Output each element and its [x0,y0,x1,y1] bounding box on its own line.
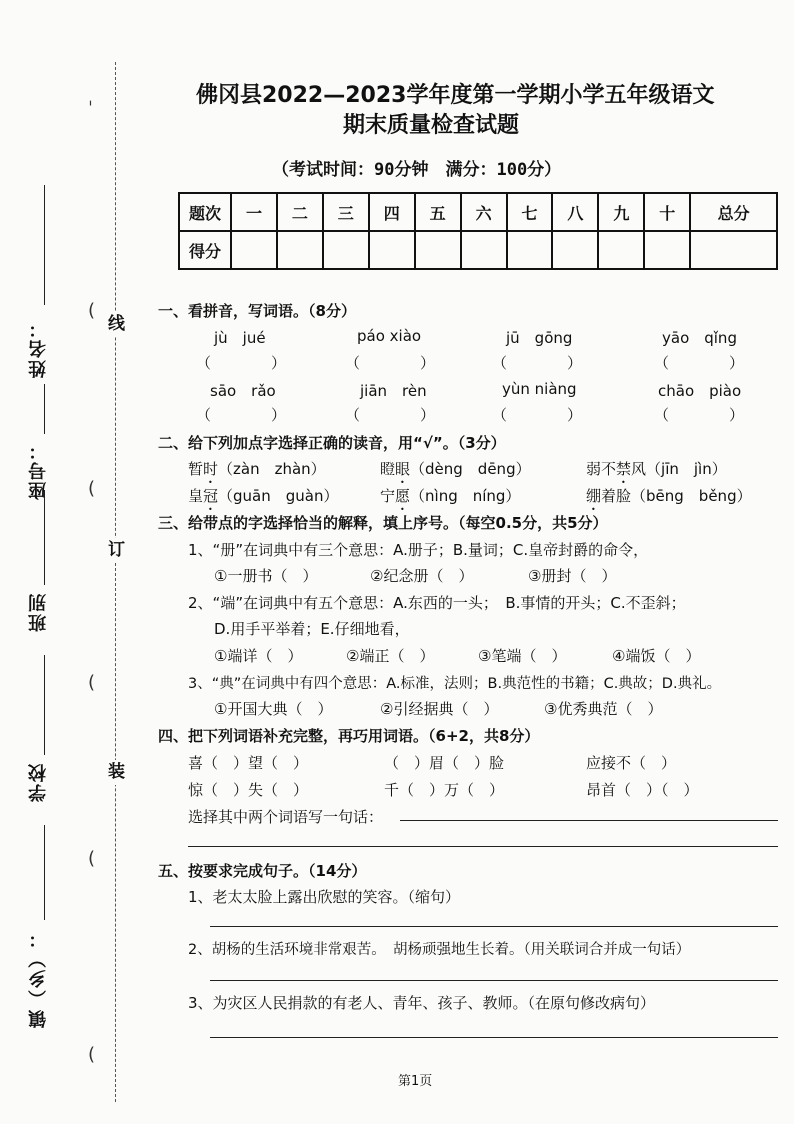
school-write-line[interactable] [44,655,45,755]
score-col: 三 [323,193,369,231]
answer-blank[interactable]: （ ） [654,406,745,424]
question-text: D.用手平举着；E.仔细地看， [214,620,410,638]
score-cell[interactable] [507,231,553,269]
binding-cut-line [115,62,116,1102]
section-2-title: 二、给下列加点字选择正确的读音，用“√”。（3分） [158,434,506,452]
punch-mark: ˈ [88,98,93,119]
answer-line[interactable] [400,820,778,821]
answer-line[interactable] [210,1037,778,1038]
score-table [178,192,778,270]
question-text: 3、为灾区人民捐款的有老人、青年、孩子、教师。（在原句修改病句） [188,994,656,1012]
town-label: 镇（乡）： [28,928,49,1028]
answer-blank[interactable]: （ ） [654,354,745,372]
pinyin: páo xiào [357,327,422,345]
answer-choice[interactable]: ②纪念册（ ） [370,567,474,585]
reading-item: 暂时（zàn zhàn） [188,460,326,478]
pinyin: yùn niàng [502,380,577,398]
answer-blank[interactable]: （ ） [196,354,287,372]
pinyin: sāo rǎo [210,382,276,400]
score-col: 二 [277,193,323,231]
question-text: 2、“端”在词典中有五个意思：A.东西的一头； B.事情的开头；C.不歪斜； [188,594,686,612]
section-4-title: 四、把下列词语补充完整，再巧用词语。（6+2，共8分） [158,727,540,745]
score-col: 九 [598,193,644,231]
idiom-fill[interactable]: （ ）眉（ ）脸 [384,754,505,772]
answer-choice[interactable]: ③笔端（ ） [478,647,567,665]
score-col: 八 [552,193,598,231]
score-table-score-row [179,231,777,269]
pinyin: jū gōng [506,329,573,347]
pinyin: yāo qǐng [662,329,737,347]
seat-write-line[interactable] [44,384,45,434]
score-cell[interactable] [461,231,507,269]
reading-item: 皇冠（guān guàn） [188,487,339,505]
score-row-label: 题次 [179,193,231,231]
answer-choice[interactable]: ①一册书（ ） [214,567,318,585]
punch-mark: ( [88,478,96,499]
idiom-fill[interactable]: 昂首（ ）（ ） [586,781,699,799]
score-cell[interactable] [598,231,644,269]
class-label: 班别 [28,592,49,632]
idiom-fill[interactable]: 喜（ ）望（ ） [188,754,309,772]
score-cell[interactable] [323,231,369,269]
answer-blank[interactable]: （ ） [492,406,583,424]
punch-mark: ( [88,672,96,693]
score-cell[interactable] [277,231,323,269]
punch-mark: ( [88,1044,96,1065]
answer-line[interactable] [210,980,778,981]
question-text: 3、“典”在词典中有四个意思：A.标准，法则；B.典范性的书籍；C.典故；D.典礼。 [188,676,722,692]
answer-choice[interactable]: ③册封（ ） [528,567,617,585]
seal-word-order: 订 [108,538,125,563]
score-cell[interactable] [231,231,277,269]
score-col: 四 [369,193,415,231]
exam-info: （考试时间：90分钟 满分：100分） [272,160,562,180]
answer-choice[interactable]: ④端饭（ ） [612,647,701,665]
school-label: 学校 [28,762,49,802]
answer-line[interactable] [210,926,778,927]
reading-item: 弱不禁风（jīn jìn） [586,460,727,478]
pinyin: jiān rèn [360,382,427,400]
score-cell[interactable] [415,231,461,269]
answer-choice[interactable]: ①开国大典（ ） [214,700,333,718]
score-col: 六 [461,193,507,231]
answer-choice[interactable]: ③优秀典范（ ） [544,700,663,718]
score-col: 七 [507,193,553,231]
answer-choice[interactable]: ②引经据典（ ） [380,700,499,718]
name-write-line[interactable] [44,185,45,305]
punch-mark: ( [88,848,96,869]
question-text: 2、胡杨的生活环境非常艰苦。 胡杨顽强地生长着。（用关联词合并成一句话） [188,942,691,958]
town-write-line[interactable] [44,825,45,920]
seat-label: 座号： [28,440,49,500]
answer-line[interactable] [188,846,778,847]
punch-mark: ( [88,300,96,321]
answer-blank[interactable]: （ ） [345,406,436,424]
answer-blank[interactable]: （ ） [492,354,583,372]
score-cell[interactable] [644,231,690,269]
exam-title: 佛冈县2022—2023学年度第一学期小学五年级语文 [196,83,715,108]
section-5-title: 五、按要求完成句子。（14分） [158,862,367,880]
idiom-fill[interactable]: 千（ ）万（ ） [384,781,505,799]
score-cell[interactable] [552,231,598,269]
score-table-header-row [179,193,777,231]
reading-item: 瞪眼（dèng dēng） [380,460,531,478]
score-cell[interactable] [369,231,415,269]
score-col: 五 [415,193,461,231]
score-col-total: 总分 [690,193,777,231]
idiom-fill[interactable]: 惊（ ）失（ ） [188,781,309,799]
answer-blank[interactable]: （ ） [345,354,436,372]
page-number: 第1页 [398,1074,433,1089]
reading-item: 宁愿（nìng níng） [380,487,521,505]
section-1-title: 一、看拼音，写词语。（8分） [158,302,356,320]
exam-subtitle: 期末质量检查试题 [343,113,520,138]
seal-word-binding: 装 [108,760,125,785]
question-text: 1、“册”在词典中有三个意思：A.册子；B.量词；C.皇帝封爵的命令， [188,541,649,559]
idiom-fill[interactable]: 应接不（ ） [586,754,677,772]
answer-choice[interactable]: ①端详（ ） [214,647,303,665]
score-cell-total[interactable] [690,231,777,269]
score-col: 一 [231,193,277,231]
pinyin: jù jué [214,329,266,347]
score-col: 十 [644,193,690,231]
pinyin: chāo piào [658,382,742,400]
question-text: 1、老太太脸上露出欣慰的笑容。（缩句） [188,888,461,906]
sentence-prompt: 选择其中两个词语写一句话： [188,808,384,826]
answer-choice[interactable]: ②端正（ ） [346,647,435,665]
score-row-label: 得分 [179,231,231,269]
reading-item: 绷着脸（bēng běng） [586,487,752,505]
seal-word-line: 线 [108,312,125,337]
section-3-title: 三、给带点的字选择恰当的解释，填上序号。（每空0.5分，共5分） [158,514,608,532]
answer-blank[interactable]: （ ） [196,406,287,424]
name-label: 姓名： [28,318,49,378]
class-write-line[interactable] [44,490,45,585]
